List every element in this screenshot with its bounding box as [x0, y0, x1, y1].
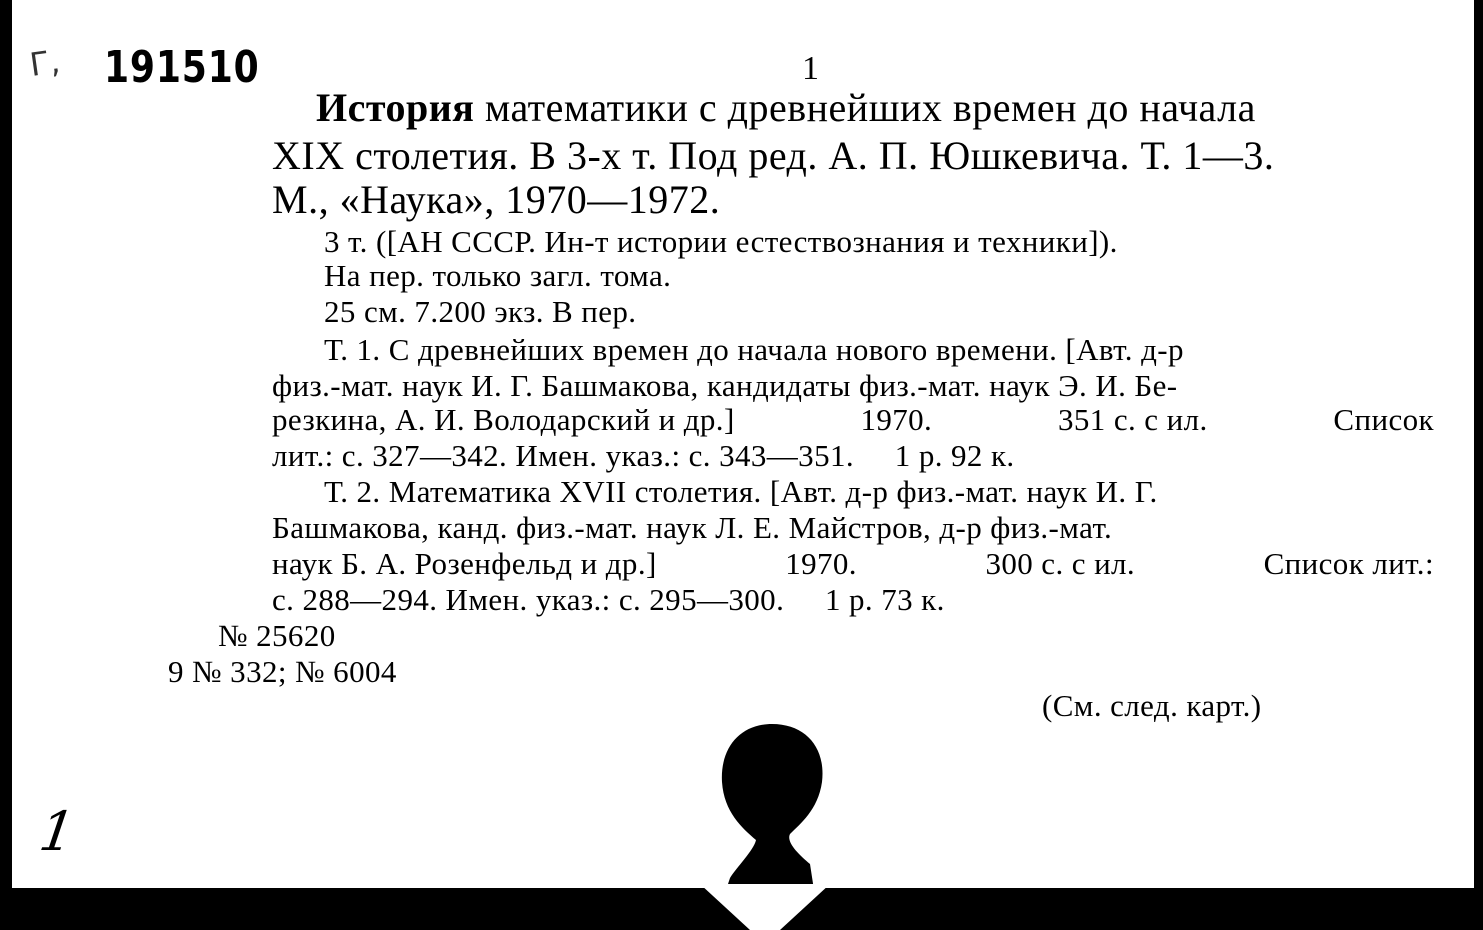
stamp-number: 191510 — [104, 42, 260, 93]
vol1-line-3 — [272, 404, 1434, 435]
vol1-line-2: физ.-мат. наук И. Г. Башмакова, кандидаты физ.-мат. наук Э. И. Бе- — [272, 368, 1178, 403]
vol1-line-4: лит.: с. 327—342. Имен. указ.: с. 343—351. 1 р. 92 к. — [272, 438, 1015, 473]
scan-border-right — [1474, 0, 1483, 930]
title-line-3: М., «Наука», 1970—1972. — [272, 177, 721, 222]
punch-hole-blot — [702, 718, 842, 888]
vol2-line-3 — [272, 548, 1434, 579]
catalog-card — [12, 0, 1474, 888]
vol2-line-3-year: 1970. — [785, 546, 857, 581]
vol2-line-1: Т. 2. Математика XVII столетия. [Авт. д-р физ.-мат. наук И. Г. — [324, 474, 1158, 509]
scan-border-left — [0, 0, 12, 930]
title-line-1-rest: математики с древнейших времен до начала — [474, 85, 1256, 130]
handwritten-mark: 1 — [35, 800, 79, 863]
vol1-line-3-pages: 351 с. с ил. — [1057, 402, 1208, 437]
shelf-numbers: 9 № 332; № 6004 — [168, 654, 397, 689]
title-line-2: XIX столетия. В 3-х т. Под ред. А. П. Юшкевича. Т. 1—3. — [272, 133, 1275, 178]
vol1-line-3-list: Список — [1333, 402, 1434, 437]
vol2-line-2: Башмакова, канд. физ.-мат. наук Л. Е. Майстров, д-р физ.-мат. — [272, 510, 1113, 545]
page-number: 1 — [802, 50, 819, 87]
vol2-line-4: с. 288—294. Имен. указ.: с. 295—300. 1 р. 73 к. — [272, 582, 945, 617]
vol2-line-3-pages: 300 с. с ил. — [985, 546, 1136, 581]
stamp-prefix: Г, — [27, 42, 63, 84]
title-line-1 — [316, 85, 1256, 130]
card-notch — [700, 884, 830, 930]
vol2-line-3-list: Список лит.: — [1263, 546, 1434, 581]
binding-note: На пер. только загл. тома. — [324, 258, 672, 293]
continuation-note: (См. след. карт.) — [1042, 688, 1262, 723]
series-line: 3 т. ([АН СССР. Ин-т истории естествознания и техники]). — [324, 224, 1118, 259]
vol1-line-3-authors: резкина, А. И. Володарский и др.] — [272, 402, 735, 437]
catalog-number: № 25620 — [218, 618, 336, 653]
format-line: 25 см. 7.200 экз. В пер. — [324, 294, 637, 329]
vol1-line-1: Т. 1. С древнейших времен до начала нового времени. [Авт. д-р — [324, 332, 1184, 367]
title-bold: История — [316, 85, 475, 130]
vol2-line-3-authors: наук Б. А. Розенфельд и др.] — [272, 546, 657, 581]
vol1-line-3-year: 1970. — [860, 402, 933, 437]
